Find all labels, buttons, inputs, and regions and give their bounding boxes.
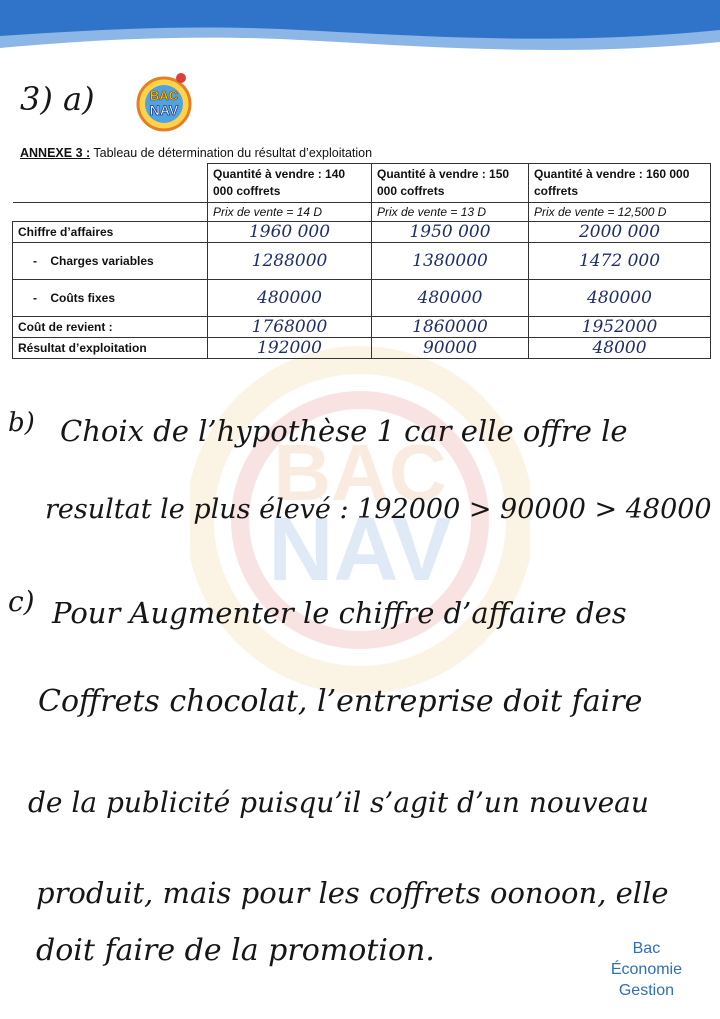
- table-row: [13, 280, 711, 317]
- answer-b-label: b): [8, 408, 35, 438]
- answer-c-line-3: de la publicité puisqu’il s’agit d’un nouveau: [28, 786, 649, 819]
- row-value: 480000: [372, 280, 529, 317]
- row-value: 480000: [529, 280, 711, 317]
- footer-brand: [611, 938, 682, 1001]
- table-row: [13, 338, 711, 359]
- column-header-2: Quantité à vendre : 150 000 coffrets: [372, 164, 529, 203]
- row-value: 192000: [208, 338, 372, 359]
- price-1: Prix de vente = 14 D: [208, 203, 372, 222]
- row-value: 1288000: [208, 243, 372, 280]
- row-value: 1472 000: [529, 243, 711, 280]
- svg-text:NAV: NAV: [268, 500, 452, 600]
- row-value: 480000: [208, 280, 372, 317]
- table-corner-2: [13, 203, 208, 222]
- row-label: Résultat d’exploitation: [13, 338, 208, 359]
- price-2: Prix de vente = 13 D: [372, 203, 529, 222]
- row-value: 2000 000: [529, 222, 711, 243]
- answer-c-line-5: doit faire de la promotion.: [36, 933, 435, 968]
- table-row: [13, 317, 711, 338]
- footer-line-3: Gestion: [618, 982, 674, 999]
- bac-nav-logo: [133, 70, 195, 134]
- footer-line-2: Économie: [610, 961, 682, 978]
- row-label: Coût de revient :: [13, 317, 208, 338]
- column-header-1: Quantité à vendre : 140 000 coffrets: [208, 164, 372, 203]
- row-value: 90000: [372, 338, 529, 359]
- row-label-text: Coûts fixes: [50, 291, 116, 305]
- row-value: 1860000: [372, 317, 529, 338]
- answer-c-label: c): [8, 585, 35, 618]
- answer-b-line-2: resultat le plus élevé : 192000 > 90000 > 48000: [45, 494, 712, 525]
- answer-c-line-1: Pour Augmenter le chiffre d’affaire des: [52, 596, 627, 630]
- row-value: 1768000: [208, 317, 372, 338]
- annexe-text: Tableau de détermination du résultat d’exploitation: [93, 146, 373, 160]
- row-value: 48000: [529, 338, 711, 359]
- footer-line-1: Bac: [632, 940, 661, 957]
- results-table: [12, 163, 711, 359]
- row-value: 1952000: [529, 317, 711, 338]
- row-value: 1380000: [372, 243, 529, 280]
- annexe-caption: [20, 146, 372, 160]
- price-3: Prix de vente = 12,500 D: [529, 203, 711, 222]
- annexe-label: ANNEXE 3 :: [20, 146, 91, 160]
- column-header-3: Quantité à vendre : 160 000 coffrets: [529, 164, 711, 203]
- row-label: - Charges variables: [13, 243, 208, 280]
- svg-text:BAC: BAC: [273, 428, 447, 517]
- row-label: - Coûts fixes: [13, 280, 208, 317]
- row-value: 1950 000: [372, 222, 529, 243]
- top-wave-banner: [0, 0, 720, 60]
- row-label-text: Charges variables: [50, 254, 154, 268]
- row-label: Chiffre d’affaires: [13, 222, 208, 243]
- row-value: 1960 000: [208, 222, 372, 243]
- svg-text:BAC: BAC: [149, 88, 179, 103]
- section-title: 3) a): [20, 80, 95, 118]
- answer-b-line-1: Choix de l’hypothèse 1 car elle offre le: [60, 414, 628, 448]
- answer-c-line-2: Coffrets chocolat, l’entreprise doit faire: [38, 684, 643, 719]
- svg-text:NAV: NAV: [149, 102, 179, 118]
- answer-c-line-4: produit, mais pour les coffrets oonoon, elle: [36, 876, 669, 910]
- table-row: [13, 243, 711, 280]
- table-corner: [13, 164, 208, 203]
- table-row: [13, 222, 711, 243]
